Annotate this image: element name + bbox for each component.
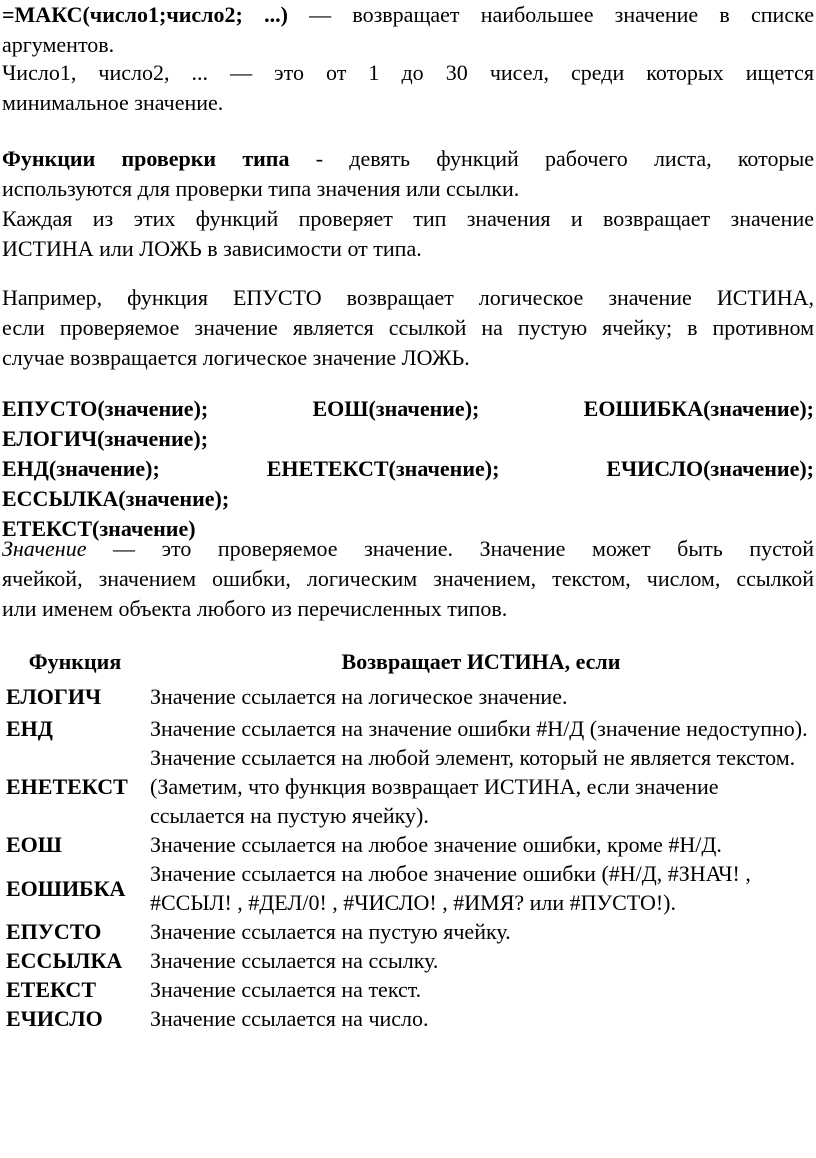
function-name: ЕНД (6, 716, 53, 741)
text-line: Каждая из этих функций проверяет тип значения и возвращает значение (2, 206, 814, 231)
function-name: ЕПУСТО (6, 919, 102, 944)
function-name: ЕОШИБКА (6, 875, 126, 901)
function-description: Значение ссылается на ссылку. (150, 948, 439, 973)
function-description: Значение ссылается на значение ошибки #Н/Д (значение недоступно). (150, 716, 808, 741)
table-row (2, 1004, 814, 1033)
function-description: Значение ссылается на число. (150, 1006, 429, 1031)
functions-table (2, 646, 814, 1033)
function-name: ЕЧИСЛО (6, 1006, 103, 1031)
section-term: Функции проверки типа (2, 146, 290, 171)
paragraph-type-functions (2, 144, 814, 264)
column-header-returns: Возвращает ИСТИНА, если (341, 649, 621, 674)
text-line: =МАКС(число1;число2; ...) — возвращает наибольшее значение в списке (2, 2, 815, 27)
function-description: Значение ссылается на текст. (150, 977, 422, 1002)
function-description: Значение ссылается на пустую ячейку. (150, 919, 511, 944)
function-description: Значение ссылается на любой элемент, который не является текстом. (Заметим, что функция возвращает ИСТИНА, если значение ссылается на пустую ячейку). (150, 745, 796, 828)
function-description: Значение ссылается на логическое значение. (150, 683, 568, 709)
syntax-line: ЕПУСТО(значение); ЕОШ(значение); ЕОШИБКА(значение); (2, 396, 814, 421)
table-row (2, 975, 814, 1004)
term-italic: Значение (2, 536, 87, 561)
paragraph-example (2, 283, 814, 373)
paragraph-value-definition (2, 534, 814, 624)
text-line: Число1, число2, ... — это от 1 до 30 чисел, среди которых ищется (2, 60, 814, 85)
text-line: Функции проверки типа - девять функций рабочего листа, которые (2, 146, 814, 171)
column-header-function: Функция (28, 649, 122, 674)
table-row (2, 859, 814, 917)
text-line: если проверяемое значение является ссылкой на пустую ячейку; в противном (2, 315, 814, 340)
function-name: ЕОШ (6, 832, 62, 857)
paragraph-arguments (2, 58, 814, 118)
function-name: ЕССЫЛКА (6, 948, 123, 973)
text-line: ячейкой, значением ошибки, логическим значением, текстом, числом, ссылкой (2, 566, 814, 591)
paragraph-max-function (2, 0, 814, 60)
function-description: Значение ссылается на любое значение ошибки, кроме #Н/Д. (150, 832, 722, 857)
syntax-line: ЕЛОГИЧ(значение); (2, 426, 209, 451)
table-row (2, 678, 814, 714)
table-row (2, 917, 814, 946)
function-name: ЕЛОГИЧ (6, 683, 102, 709)
text-line: аргументов. (2, 32, 115, 57)
text-line: Например, функция ЕПУСТО возвращает логическое значение ИСТИНА, (2, 285, 814, 310)
table-row (2, 830, 814, 859)
syntax-line: ЕНД(значение); ЕНЕТЕКСТ(значение); ЕЧИСЛО(значение); (2, 456, 815, 481)
text-line: или именем объекта любого из перечисленных типов. (2, 596, 508, 621)
text-line: случае возвращается логическое значение ЛОЖЬ. (2, 345, 470, 370)
syntax-list (2, 394, 814, 544)
table-header-row (2, 646, 814, 678)
table-row (2, 714, 814, 743)
text-line: Значение — это проверяемое значение. Значение может быть пустой (2, 536, 814, 561)
text-line: используются для проверки типа значения или ссылки. (2, 176, 520, 201)
table-row (2, 946, 814, 975)
syntax-line: ЕССЫЛКА(значение); (2, 486, 230, 511)
text-line: минимальное значение. (2, 90, 224, 115)
table-row (2, 743, 814, 830)
function-name: ЕНЕТЕКСТ (6, 774, 128, 799)
function-name: ЕТЕКСТ (6, 977, 96, 1002)
text-line: ИСТИНА или ЛОЖЬ в зависимости от типа. (2, 236, 422, 261)
function-signature: =МАКС(число1;число2; ...) (2, 2, 288, 27)
syntax-line: ЕТЕКСТ(значение) (2, 516, 196, 541)
function-description: Значение ссылается на любое значение ошибки (#Н/Д, #ЗНАЧ! , #ССЫЛ! , #ДЕЛ/0! , #ЧИСЛО! , #ИМЯ? или #ПУСТО!). (150, 861, 751, 915)
